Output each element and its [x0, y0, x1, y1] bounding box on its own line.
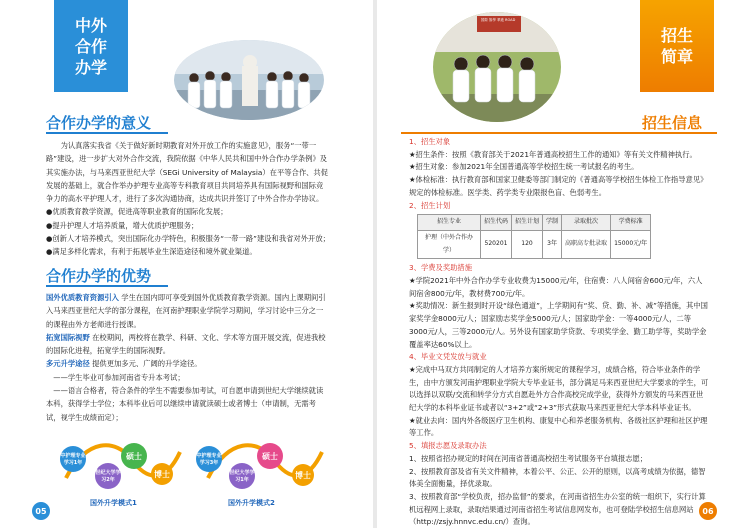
admission-text — [409, 136, 709, 528]
advantage-text: 在校期间，两校将在教学、科研、文化、学术等方面开展交流，促进我校的国际化进程，拓宽学生的国际视野。 — [46, 332, 326, 356]
pathway1-step: 世纪大学学习2年 — [95, 463, 121, 489]
admission-heading: 3、学费及奖助措施 — [409, 263, 473, 273]
admission-heading: 5、填报志愿及录取办法 — [409, 441, 487, 451]
left-page-tag: 中外合作办学 — [54, 0, 128, 92]
advantage-heading: 拓宽国际视野 — [46, 332, 90, 342]
section-underline — [46, 285, 168, 287]
table-header-cell: 招生代码 — [481, 215, 512, 231]
pathway1-step: 博士 — [151, 463, 173, 485]
advantage-text: 提供更加多元、广阔的升学途径。 — [92, 359, 202, 369]
pathway1-caption: 国外升学模式1 — [90, 499, 137, 507]
table-cell: 护理（中外合作办学） — [418, 230, 481, 258]
admission-line: ★奖助情况：新生报到时开设“绿色通道”，上学期间有“奖、贷、勤、补、减”等措施，其中国家奖学金8000元/人；国家励志奖学金5000元/人；国家助学金：一等4000元/人，二等3000元/人，三等2000元/人。另外设有国家助学贷款、专项奖学金、勤工助学等，奖助学金覆盖率达60%以上。 — [409, 301, 708, 349]
pathway-diagram — [58, 418, 328, 498]
admission-line: 2、按照教育部及省有关文件精神，本着公平、公正、公开的原则，以高考成绩为依据，德智体美全面衡量，择优录取。 — [409, 466, 706, 489]
pathway2-step: 中护理专业学习3年 — [196, 446, 222, 472]
table-row — [418, 230, 651, 258]
advantage-heading: 多元升学途径 — [46, 359, 90, 369]
left-page — [0, 0, 373, 528]
advantage-line: ——语言合格者，符合条件的学生不需要参加考试，可自愿申请到世纪大学继续就读本科，获得学士学位；本科毕业后可以继续申请就读硕士或者博士（申请制，无需考试，视学生成绩而定）； — [46, 386, 324, 422]
table-header-cell: 学制 — [543, 215, 562, 231]
table-header-cell: 学费标准 — [611, 215, 651, 231]
building-sign-text: 国際 篤學 華進 ROAD — [480, 18, 516, 22]
table-header-cell: 招生计划 — [512, 215, 543, 231]
pathway2-step: 世纪大学学习1年 — [229, 463, 255, 489]
page-number: 05 — [32, 502, 50, 520]
admission-line: ★体检标准：执行教育部和国家卫健委等部门制定的《普通高等学校招生体检工作指导意见》规定的体检标准。医学类、药学类专业限报色盲、色弱考生。 — [409, 175, 708, 197]
advantages-text — [46, 291, 330, 424]
significance-bullet: ●创新人才培养模式，突出国际化办学特色，积极服务“一带一路”建设和我省对外开放； — [46, 234, 330, 244]
significance-bullet: ●提升护理人才培养质量，增大优质护理服务； — [46, 220, 199, 230]
group-photo-right — [433, 12, 561, 122]
admission-line: ★招生条件：按照《教育部关于2021年普通高校招生工作的通知》等有关文件精神执行。 — [409, 149, 697, 159]
table-cell: 高职高专批录取 — [562, 230, 611, 258]
admission-heading: 2、招生计划 — [409, 200, 451, 210]
significance-text — [46, 139, 330, 259]
table-header-row — [418, 215, 651, 231]
right-page — [377, 0, 750, 528]
section-title-advantages: 合作办学的优势 — [46, 267, 152, 285]
admission-line: 1、按照省招办规定的时间在河南省普通高校招生考试服务平台填报志愿； — [409, 453, 648, 463]
advantage-text: 学生在国内即可享受到国外优质教育教学资源。国内上课期间引入马来西亚世纪大学的部分课程，在河南护理职业学院学习期间，学习讨论中三分之一的课程由外方老师进行授课。 — [46, 293, 326, 329]
admission-line: 3、按照教育部“学校负责，招办监督”的要求，在河南省招生办公室的统一组织下，实行计算机远程网上录取，录取结果通过河南省招生考试信息网发布，也可登陆学校招生信息网站（http://zsjy.hnnvc.edu.cn/）查询。 — [409, 491, 706, 527]
section-title-significance: 合作办学的意义 — [46, 114, 152, 132]
admission-heading: 4、毕业文凭发放与就业 — [409, 352, 487, 362]
table-cell: 15000元/年 — [611, 230, 651, 258]
pathway1-step: 中护理专业学习1年 — [60, 446, 86, 472]
admission-line: ★就业去向：国内外各级医疗卫生机构、康复中心和养老服务机构、各级社区护理和社区护理等工作。 — [409, 415, 708, 438]
section-underline — [46, 132, 168, 134]
admission-line: ★完成中马双方共同制定的人才培养方案所规定的课程学习，成绩合格，符合毕业条件的学生，由中方颁发河南护理职业学院大专毕业证书，部分满足马来西亚世纪大学要求的学生，可以选择以双联/交流和转学分方式自愿赴外方合作高校完成学业，获得外方颁发的马来西亚世纪大学的本科毕业证书或者以“3+2”或“2+3”形式获取马来西亚世纪大学本科毕业证书。 — [409, 364, 709, 413]
advantage-heading: 国外优质教育资源引入 — [46, 293, 119, 302]
significance-bullet: ●满足多样化需求，有利于拓展毕业生深造途径和境外就业渠道。 — [46, 247, 257, 257]
pathway2-step: 博士 — [292, 464, 314, 486]
section-underline — [401, 132, 717, 134]
table-cell: 520201 — [481, 230, 512, 258]
pathway2-caption: 国外升学模式2 — [228, 499, 275, 507]
pathway1-step: 硕士 — [121, 443, 147, 469]
pathway2-step: 硕士 — [257, 443, 283, 469]
table-header-cell: 录取批次 — [562, 215, 611, 231]
section-title-admission: 招生信息 — [642, 114, 703, 132]
significance-paragraph: 为认真落实我省《关于做好新时期教育对外开放工作的实施意见》，服务“一带一路”建设，进一步扩大对外合作交流，我院依据《中华人民共和国中外合作办学条例》及其实施办法，与马来西亚世纪大学（SEGi University of Malaysia）在平等合作、共促发展的基础上，就合作举办护理专业高等专科教育项目共同培养具有国际视野和国际竞争力的高水平护理人才，进行了多次沟通协商，达成共识并签订了中外合作办学协议。 — [46, 141, 329, 204]
admission-line: ★学院2021年中外合作办学专业收费为15000元/年，住宿费：八人间宿舍600元/年，六人间宿舍800元/年，教材费700元/年。 — [409, 276, 703, 298]
table-cell: 120 — [512, 230, 543, 258]
table-header-cell: 招生专业 — [418, 215, 481, 231]
group-photo-left — [174, 40, 324, 120]
page-number: 06 — [699, 502, 717, 520]
enrollment-plan-table — [417, 214, 651, 259]
admission-line: ★招生对象：参加2021年全国普通高等学校招生统一考试报名的考生。 — [409, 162, 639, 172]
table-cell: 3年 — [543, 230, 562, 258]
admission-heading: 1、招生对象 — [409, 137, 451, 146]
advantage-line: ——学生毕业可参加河南省专升本考试； — [53, 372, 185, 382]
significance-bullet: ●优质教育教学资源，促进高等职业教育的国际化发展； — [46, 207, 228, 217]
right-page-tag: 招生简章 — [640, 0, 714, 92]
